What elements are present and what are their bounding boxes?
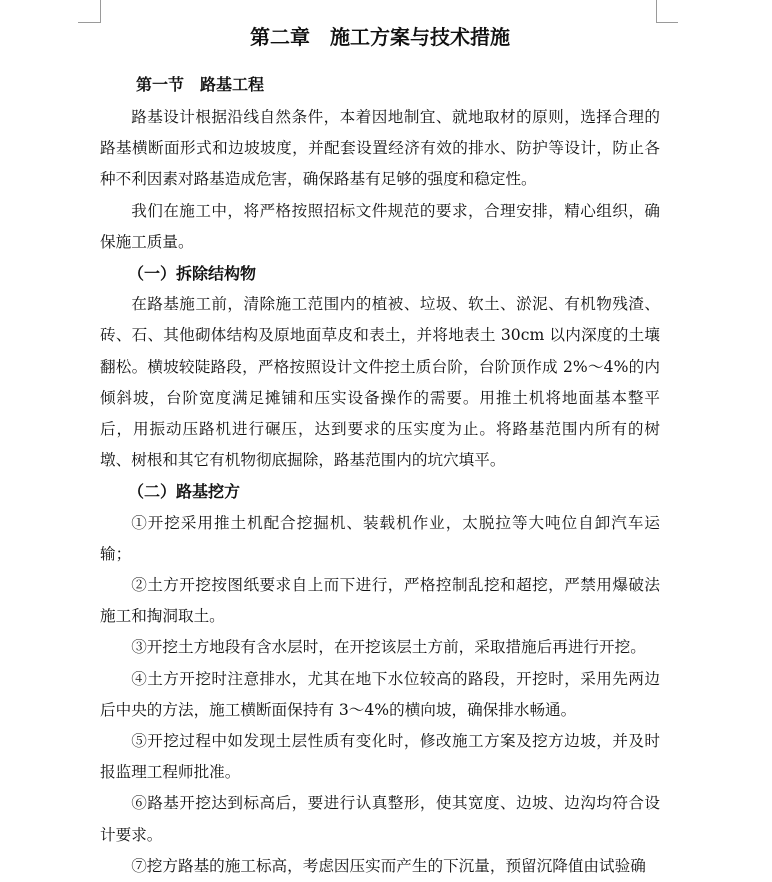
crop-mark-left-vertical bbox=[100, 0, 101, 23]
list-item-excavation-5: ⑤开挖过程中如发现土层性质有变化时，修改施工方案及挖方边坡，并及时报监理工程师批准。 bbox=[100, 732, 660, 782]
list-item-excavation-3: ③开挖土方地段有含水层时，在开挖该层土方前，采取措施后再进行开挖。 bbox=[131, 638, 646, 657]
document-body bbox=[100, 102, 660, 882]
paragraph-demolition: 在路基施工前，清除施工范围内的植被、垃圾、软土、淤泥、有机物残渣、砖、石、其他砌体结构及原地面草皮和表土，并将地表土 30cm 以内深度的土壤翻松。横坡较陡路段，严格按照设计文件挖土质台阶，台阶顶作成 2%～4%的内倾斜坡，台阶宽度满足摊铺和压实设备操作的需要。用推土机将地面基本整平后，用振动压路机进行碾压，达到要求的压实度为止。将路基范围内所有的树墩、树根和其它有机物彻底掘除，路基范围内的坑穴填平。 bbox=[100, 295, 660, 470]
list-item-excavation-1: ①开挖采用推土机配合挖掘机、装载机作业，太脱拉等大吨位自卸汽车运输； bbox=[100, 513, 660, 563]
list-item-excavation-2: ②土方开挖按图纸要求自上而下进行，严格控制乱挖和超挖，严禁用爆破法施工和掏洞取土。 bbox=[100, 576, 660, 626]
paragraph-quality: 我们在施工中，将严格按照招标文件规范的要求，合理安排，精心组织，确保施工质量。 bbox=[100, 201, 660, 251]
section-title: 第一节 路基工程 bbox=[136, 75, 265, 94]
subsection-title-excavation: （二）路基挖方 bbox=[128, 482, 241, 502]
list-item-excavation-7: ⑦挖方路基的施工标高，考虑因压实而产生的下沉量，预留沉降值由试验确 bbox=[131, 856, 646, 875]
list-item-excavation-4: ④土方开挖时注意排水，尤其在地下水位较高的路段，开挖时，采用先两边后中央的方法，施工横断面保持有 3～4%的横向坡，确保排水畅通。 bbox=[100, 669, 660, 719]
crop-mark-right-vertical bbox=[656, 0, 657, 23]
list-item-excavation-6: ⑥路基开挖达到标高后，要进行认真整形，使其宽度、边坡、边沟均符合设计要求。 bbox=[100, 794, 660, 844]
crop-mark-left-horizontal bbox=[78, 22, 100, 23]
subsection-title-demolition: （一）拆除结构物 bbox=[128, 264, 257, 284]
paragraph-intro: 路基设计根据沿线自然条件，本着因地制宜、就地取材的原则，选择合理的路基横断面形式和边坡坡度，并配套设置经济有效的排水、防护等设计，防止各种不利因素对路基造成危害，确保路基有足够的强度和稳定性。 bbox=[100, 108, 660, 189]
chapter-title: 第二章 施工方案与技术措施 bbox=[250, 25, 510, 49]
